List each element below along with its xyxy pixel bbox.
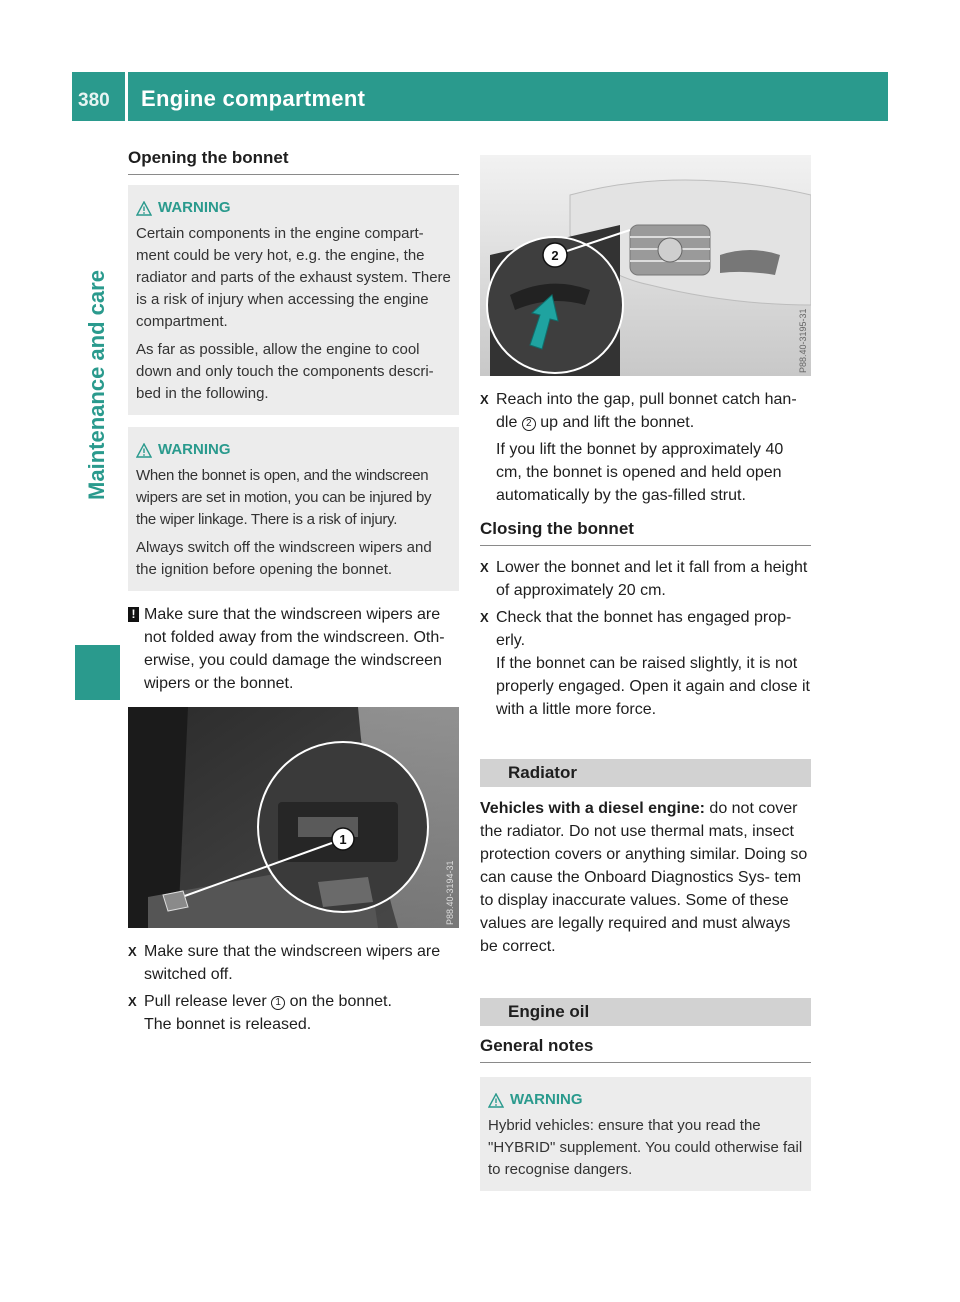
steps-list bbox=[480, 556, 811, 721]
side-tab-marker bbox=[75, 645, 120, 700]
warning-header bbox=[488, 1089, 803, 1111]
step-arrow-icon: X bbox=[128, 994, 137, 1009]
warning-triangle-icon bbox=[488, 1093, 504, 1108]
warning-box-hybrid bbox=[480, 1077, 811, 1191]
bonnet-catch-illustration bbox=[480, 155, 811, 376]
step-arrow-icon: X bbox=[480, 560, 489, 575]
warning-text: Certain components in the engine compart- ment could be very hot, e.g. the engine, the radiator and parts of the exhaust system. There is a risk of injury when accessing the engine compartment. bbox=[136, 225, 451, 330]
callout-ref: 1 bbox=[271, 996, 285, 1010]
warning-label: WARNING bbox=[158, 441, 231, 458]
step-arrow-icon: X bbox=[480, 392, 489, 407]
photo-code: P88.40-3195-31 bbox=[798, 308, 808, 373]
step-text bbox=[144, 990, 459, 1013]
radiator-text-bold: Vehicles with a diesel engine: bbox=[480, 800, 705, 817]
steps-list bbox=[128, 940, 459, 1036]
warning-text: As far as possible, allow the engine to cool down and only touch the components descri- bed in the following. bbox=[136, 341, 434, 402]
left-column bbox=[128, 148, 459, 1040]
radiator-text bbox=[480, 797, 811, 958]
right-column bbox=[480, 155, 811, 1203]
step-text-part: on the bonnet. bbox=[285, 993, 392, 1010]
list-item bbox=[128, 990, 459, 1036]
page-number: 380 bbox=[78, 90, 110, 111]
warning-header bbox=[136, 197, 451, 219]
step-text-part: up and lift the bonnet. bbox=[535, 414, 695, 431]
list-item bbox=[128, 940, 459, 986]
list-item bbox=[480, 556, 811, 602]
warning-box-wipers bbox=[128, 427, 459, 591]
step-text-part: Pull release lever bbox=[144, 993, 272, 1010]
step-arrow-icon: X bbox=[128, 944, 137, 959]
warning-box-hot-components bbox=[128, 185, 459, 415]
step-text bbox=[496, 388, 811, 434]
side-tab-label: Maintenance and care bbox=[84, 270, 109, 500]
exclamation-icon: ! bbox=[128, 607, 139, 622]
callout-ref: 2 bbox=[522, 417, 536, 431]
step-arrow-icon: X bbox=[480, 610, 489, 625]
photo-release-lever bbox=[128, 707, 459, 928]
steps-list bbox=[480, 388, 811, 507]
warning-text: Always switch off the windscreen wipers and the ignition before opening the bonnet. bbox=[136, 539, 432, 578]
warning-text: When the bonnet is open, and the windscreen wipers are set in motion, you can be injured by the wiper linkage. There is a risk of injury. bbox=[136, 467, 432, 528]
photo-code: P88.40-3194-31 bbox=[445, 860, 455, 925]
step-text: Check that the bonnet has engaged prop- erly. bbox=[496, 609, 792, 649]
step-result: The bonnet is released. bbox=[144, 1016, 312, 1033]
side-tab bbox=[84, 136, 110, 634]
callout-number: 2 bbox=[551, 248, 559, 263]
notice-damage bbox=[128, 603, 459, 695]
header-divider bbox=[125, 72, 128, 121]
release-lever-illustration bbox=[128, 707, 459, 928]
page-title: Engine compartment bbox=[141, 86, 366, 111]
section-heading-opening: Opening the bonnet bbox=[128, 148, 459, 175]
list-item bbox=[480, 388, 811, 507]
callout-number: 1 bbox=[339, 832, 347, 847]
section-heading-closing: Closing the bonnet bbox=[480, 519, 811, 546]
warning-header bbox=[136, 439, 451, 461]
warning-text: Hybrid vehicles: ensure that you read the "HYBRID" supplement. You could otherwise fail to recognise dangers. bbox=[488, 1117, 803, 1178]
warning-label: WARNING bbox=[510, 1091, 583, 1108]
notice-text: Make sure that the windscreen wipers are not folded away from the windscreen. Oth- erwise, you could damage the windscreen wipers or the bonnet. bbox=[144, 606, 445, 692]
step-result: If you lift the bonnet by approximately 40 cm, the bonnet is opened and held open automatically by the gas-filled strut. bbox=[496, 441, 784, 504]
step-text: Lower the bonnet and let it fall from a height of approximately 20 cm. bbox=[496, 559, 808, 599]
warning-label: WARNING bbox=[158, 199, 231, 216]
step-result: If the bonnet can be raised slightly, it is not properly engaged. Open it again and close it with a little more force. bbox=[496, 655, 810, 718]
section-heading-engine-oil: Engine oil bbox=[480, 998, 811, 1026]
warning-triangle-icon bbox=[136, 443, 152, 458]
step-text: Make sure that the windscreen wipers are switched off. bbox=[144, 943, 441, 983]
step-text-part: Reach into the gap, pull bonnet catch han- dle bbox=[496, 391, 797, 431]
warning-triangle-icon bbox=[136, 201, 152, 216]
radiator-text-body: do not cover the radiator. Do not use thermal mats, insect protection covers or anything similar. Doing so can cause the Onboard Diagnostics Sys- tem to display inaccurate values. Some of these values are legally required and must always be correct. bbox=[480, 800, 808, 955]
list-item bbox=[480, 606, 811, 721]
section-heading-radiator: Radiator bbox=[480, 759, 811, 787]
photo-bonnet-catch bbox=[480, 155, 811, 376]
section-heading-general-notes: General notes bbox=[480, 1036, 811, 1063]
